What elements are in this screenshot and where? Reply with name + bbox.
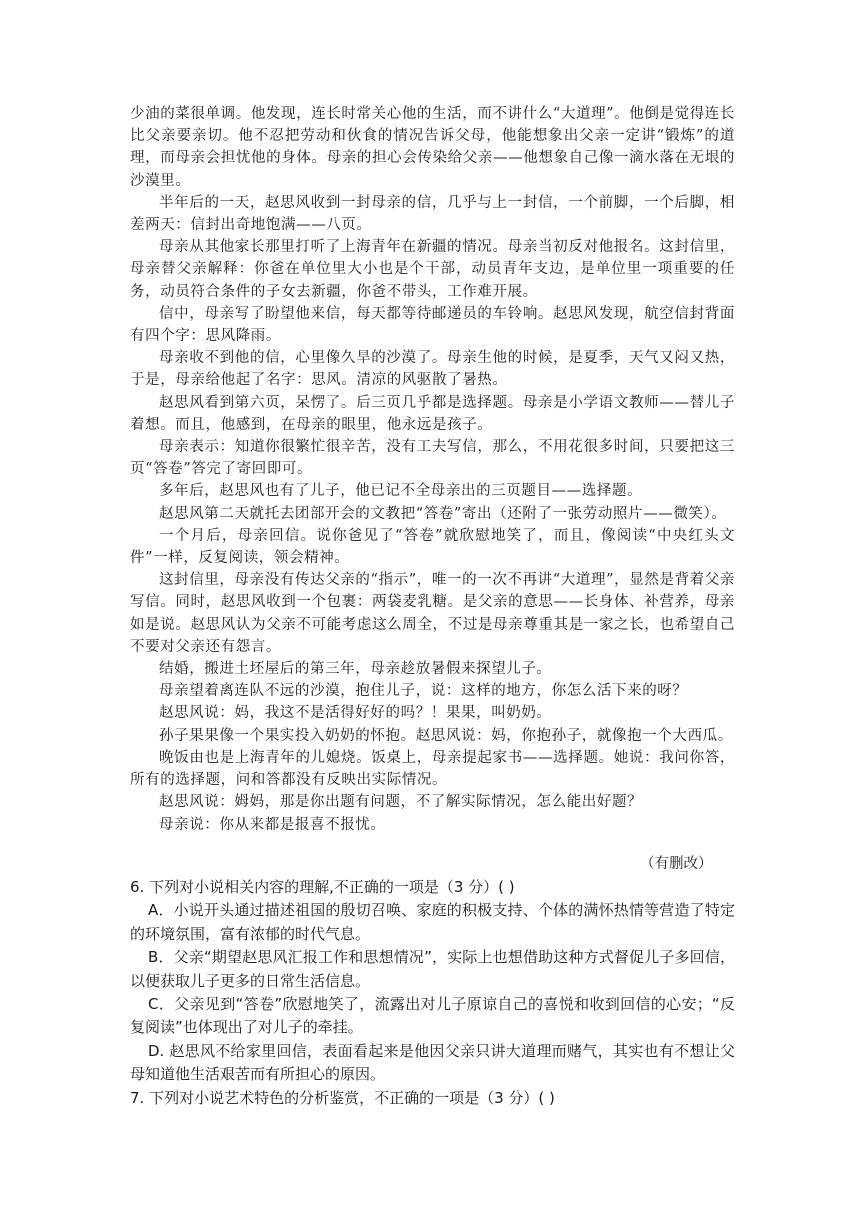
paragraph: 晚饭由也是上海青年的儿媳烧。饭桌上，母亲提起家书——选择题。她说：我问你答，所有的选择题，问和答都没有反映出实际情况。 (130, 749, 735, 789)
paragraph: 母亲从其他家长那里打听了上海青年在新疆的情况。母亲当初反对他报名。这封信里，母亲替父亲解释：你爸在单位里大小也是个干部，动员青年支边，是单位里一项重要的任务，动员符合条件的子女去新疆，你爸不带头，工作难开展。 (130, 239, 735, 300)
question-6-option-d: D. 赵思风不给家里回信，表面看起来是他因父亲只讲大道理而赌气，其实也有不想让父母知道他生活艰苦而有所担心的原因。 (130, 1041, 735, 1084)
paragraph: 孙子果果像一个果实投入奶奶的怀抱。赵思风说：妈，你抱孙子，就像抱一个大西瓜。 (159, 727, 733, 744)
paragraph: 赵思风第二天就托去团部开会的文教把“答卷”寄出（还附了一张劳动照片——微笑）。 (159, 505, 727, 522)
paragraph: 结婚，搬进土坯屋后的第三年，母亲趁放暑假来探望儿子。 (159, 661, 552, 678)
paragraph: 赵思风看到第六页，呆愣了。后三页几乎都是选择题。母亲是小学语文教师——替儿子着想。而且，他感到，在母亲的眼里，他永远是孩子。 (130, 394, 735, 433)
question-6-option-b: B．父亲“期望赵思风汇报工作和思想情况”，实际上也想借助这种方式督促儿子多回信，以便获取儿子更多的日常生活信息。 (130, 948, 735, 990)
paragraph: 一个月后，母亲回信。说你爸见了“答卷”就欣慰地笑了，而且，像阅读“中央红头文件”一样，反复阅读，领会精神。 (130, 527, 735, 567)
question-6-stem: 6. 下列对小说相关内容的理解,不正确的一项是（3 分）( ) (130, 878, 515, 896)
question-7-stem: 7. 下列对小说艺术特色的分析鉴赏，不正确的一项是（3 分）( ) (130, 1088, 555, 1107)
question-6-option-c: C．父亲见到“答卷”欣慰地笑了，流露出对儿子原谅自己的喜悦和收到回信的心安；“反复阅读”也体现出了对儿子的牵挂。 (130, 995, 735, 1037)
paragraph: 少油的菜很单调。他发现，连长时常关心他的生活，而不讲什么“大道理”。他倒是觉得连长比父亲要亲切。他不忍把劳动和伙食的情况告诉父母，他能想象出父亲一定讲“锻炼”的道理，而母亲会担忧他的身体。母亲的担心会传染给父亲——他想象自己像一滴水落在无垠的沙漠里。 (130, 106, 735, 189)
question-6-option-a: A．小说开头通过描述祖国的殷切召唤、家庭的积极支持、个体的满怀热情等营造了特定的环境氛围，富有浓郁的时代气息。 (130, 901, 735, 943)
edit-note: （有删改） (640, 856, 713, 872)
paragraph: 这封信里，母亲没有传达父亲的“指示”，唯一的一次不再讲“大道理”，显然是背着父亲写信。同时，赵思风收到一个包裹：两袋麦乳糖。是父亲的意思——长身体、补营养，母亲如是说。赵思风认为父亲不可能考虑这么周全，不过是母亲尊重其是一家之长，也希望自己不要对父亲还有怨言。 (130, 572, 735, 655)
paragraph: 信中，母亲写了盼望他来信，每天都等待邮递员的车铃响。赵思风发现，航空信封背面有四个字：思风降雨。 (130, 305, 735, 345)
paragraph: 多年后，赵思风也有了儿子，他已记不全母亲出的三页题目——选择题。 (159, 483, 643, 500)
paragraph: 赵思风说：姆妈，那是你出题有问题，不了解实际情况，怎么能出好题？ (159, 794, 643, 811)
story-text (130, 103, 735, 836)
paragraph: 赵思风说：妈，我这不是活得好好的吗？！果果，叫奶奶。 (159, 705, 552, 722)
paragraph: 母亲表示：知道你很繁忙很辛苦，没有工夫写信，那么，不用花很多时间，只要把这三页“答卷”答完了寄回即可。 (130, 439, 735, 478)
question-section (130, 876, 735, 1110)
paragraph: 母亲收不到他的信，心里像久旱的沙漠了。母亲生他的时候，是夏季，天气又闷又热，于是，母亲给他起了名字：思风。清凉的风驱散了暑热。 (130, 350, 735, 389)
paragraph: 母亲说：你从来都是报喜不报忧。 (159, 816, 386, 833)
paragraph: 半年后的一天，赵思风收到一封母亲的信，几乎与上一封信，一个前脚，一个后脚，相差两天：信封出奇地饱满——八页。 (130, 194, 735, 234)
paragraph: 母亲望着离连队不远的沙漠，抱住儿子，说：这样的地方，你怎么活下来的呀？ (159, 683, 688, 700)
